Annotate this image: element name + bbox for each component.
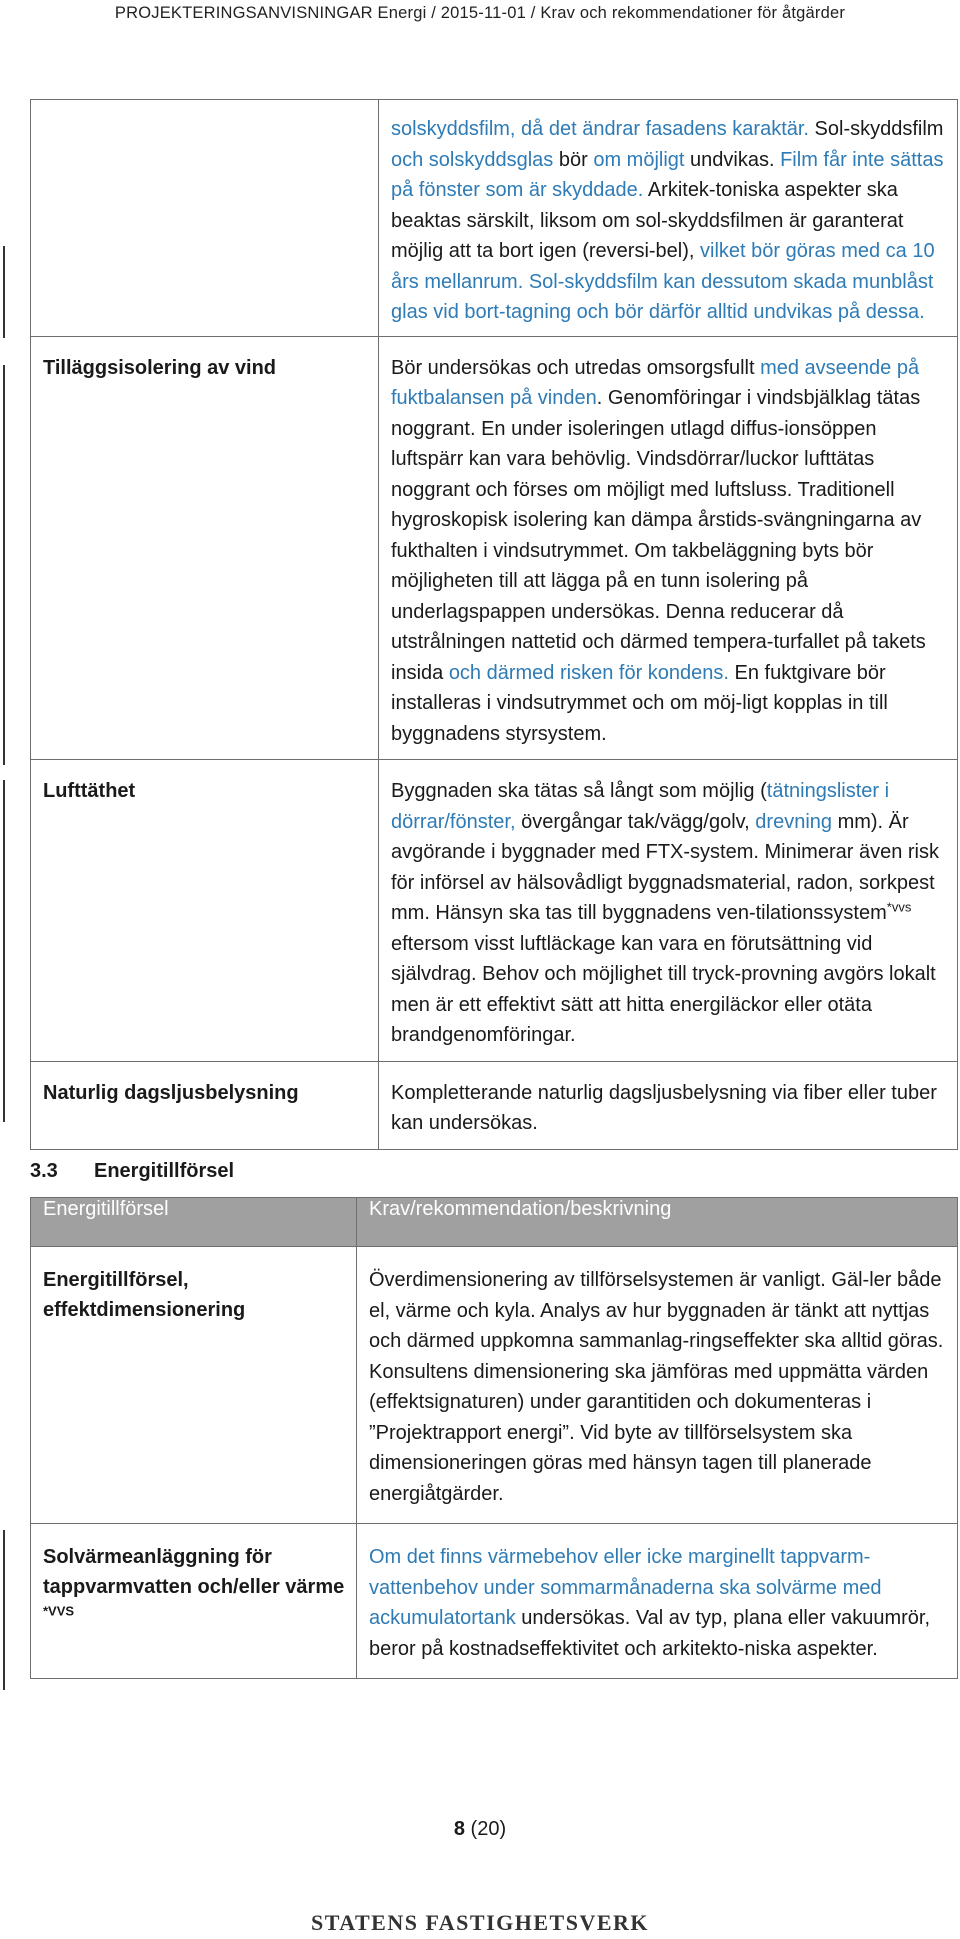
text-run: Överdimensionering av tillförselsystemen är vanligt. Gäl-ler både el, värme och kyla. Analys av hur byggnaden är tänkt att nyttjas och därmed uppkomna sammanlag-ringseffekter ska alltid göras. Konsultens dimensionering ska jämföras med uppmätta värden (effektsignaturen) under garantitiden och dokumenteras i ”Projektrapport energi”. Vid byte av tillförselsystem ska dimensioneringen göras med hänsyn tagen till planerade energiåtgärder. (369, 1269, 944, 1505)
table-row (31, 760, 958, 1062)
row-text (357, 1247, 958, 1524)
column-header: Krav/rekommendation/beskrivning (357, 1198, 958, 1247)
text-run: och solskyddsglas (391, 148, 554, 171)
text-run: . Genomföringar i vindsbjälklag tätas noggrant. En under isoleringen utlagd diffus-ionsöppen luftspärr kan vara behövlig. Vindsdörrar/luckor lufttätas noggrant och förses om möjligt med luftsluss. Traditionell hygroskopisk isolering kan dämpa årstids-svängningarna av fukthalten i vindsutrymmet. Om takbeläggning byts bör möjligheten till att lägga på en tunn isolering på underlagspappen undersökas. Denna reducerar då utstrålningen nattetid och därmed tempera-turfallet på takets insida (391, 387, 926, 684)
text-run: mm). Är avgörande i byggnader med FTX-system. Minimerar även risk för införsel av hälsovådligt byggnadsmaterial, radon, sorkpest mm. Hänsyn ska tas till byggnadens ven-tilationssystem (391, 810, 939, 924)
table-row (31, 1061, 958, 1149)
text-run: drevning (755, 810, 833, 833)
vvs-marker: *VVS (43, 1603, 75, 1619)
agency-logo: STATENS FASTIGHETSVERK (310, 1910, 650, 1935)
row-label-text: Solvärmeanläggning för tappvarmvatten och/eller värme (43, 1546, 345, 1598)
requirements-table-continued (30, 99, 958, 1150)
section-heading (30, 1160, 234, 1183)
text-run: övergångar tak/vägg/golv, (515, 810, 756, 833)
row-label (31, 100, 379, 337)
row-text (379, 1061, 958, 1149)
table-row (31, 1247, 958, 1524)
page-current: 8 (453, 1818, 465, 1840)
section-title: Energitillförsel (94, 1160, 235, 1182)
text-run: Byggnaden ska tätas så långt som möjlig ( (391, 780, 767, 802)
table-row (31, 1524, 958, 1679)
row-text (379, 760, 958, 1062)
table-row (31, 100, 958, 337)
section-number: 3.3 (30, 1160, 58, 1182)
text-run: solskyddsfilm, då det ändrar fasadens karaktär. (391, 118, 815, 140)
text-run: eftersom visst luftläckage kan vara en förutsättning vid självdrag. Behov och möjlighet till tryck-provning avgörs lokalt men är ett effektivt sätt att hitta energiläckor eller otäta brandgenomföringar. (391, 932, 936, 1046)
page-total: (20) (470, 1818, 507, 1840)
row-label: Naturlig dagsljusbelysning (31, 1061, 379, 1149)
page-header: PROJEKTERINGSANVISNINGAR Energi / 2015-11-01 / Krav och rekommendationer för åtgärder (114, 4, 846, 22)
text-run: undersökas. Val av typ, plana eller vakuumrör, beror på kostnadseffektivitet och arkitekto-niska aspekter. (369, 1607, 931, 1660)
change-bar (3, 1050, 5, 1122)
text-run: tätningslister i dörrar/fönster, (391, 780, 890, 833)
row-label: Energitillförsel, effektdimensionering (31, 1247, 357, 1524)
text-run: Bör undersökas och utredas omsorgsfullt (391, 356, 761, 379)
text-run: med avseende på fuktbalansen på vinden (391, 356, 920, 409)
table-header-row (31, 1198, 958, 1247)
change-bar (3, 246, 5, 338)
change-bar (3, 780, 5, 1065)
page-number (0, 1818, 960, 1841)
row-text (379, 100, 958, 337)
text-run: och därmed risken för kondens. (448, 661, 729, 684)
row-text (379, 336, 958, 760)
text-run: om möjligt (593, 148, 685, 171)
text-run: bör (553, 148, 594, 171)
row-label (31, 1524, 357, 1679)
energy-supply-table (30, 1197, 958, 1679)
row-label: Lufttäthet (31, 760, 379, 1062)
column-header: Energitillförsel (31, 1198, 357, 1247)
vvs-marker: *vvs (886, 899, 912, 915)
table-row (31, 336, 958, 760)
text-run: Arkitek-toniska aspekter ska beaktas särskilt, liksom om sol-skyddsfilmen är garanterat möjlig att ta bort igen (reversi-bel), (391, 179, 904, 262)
change-bar (3, 1530, 5, 1690)
row-text (357, 1524, 958, 1679)
text-run: vilket bör göras med ca 10 års mellanrum. Sol-skyddsfilm kan dessutom skada munblåst glas vid bort-tagning och bör därför alltid undvikas på dessa. (391, 240, 935, 323)
text-run: Film får inte sättas på fönster som är skyddade. (391, 148, 944, 201)
text-run: Sol-skyddsfilm (814, 118, 944, 140)
change-bar (3, 365, 5, 765)
text-run: Kompletterande naturlig dagsljusbelysning via fiber eller tuber kan undersökas. (391, 1081, 937, 1134)
row-label: Tilläggsisolering av vind (31, 336, 379, 760)
text-run: Om det finns värmebehov eller icke marginellt tappvarm-vattenbehov under sommarmånaderna ska solvärme med ackumulatortank (369, 1546, 882, 1629)
text-run: En fuktgivare bör installeras i vindsutrymmet och om möj-ligt kopplas in till byggnadens styrsystem. (391, 661, 888, 745)
text-run: undvikas. (684, 148, 781, 171)
